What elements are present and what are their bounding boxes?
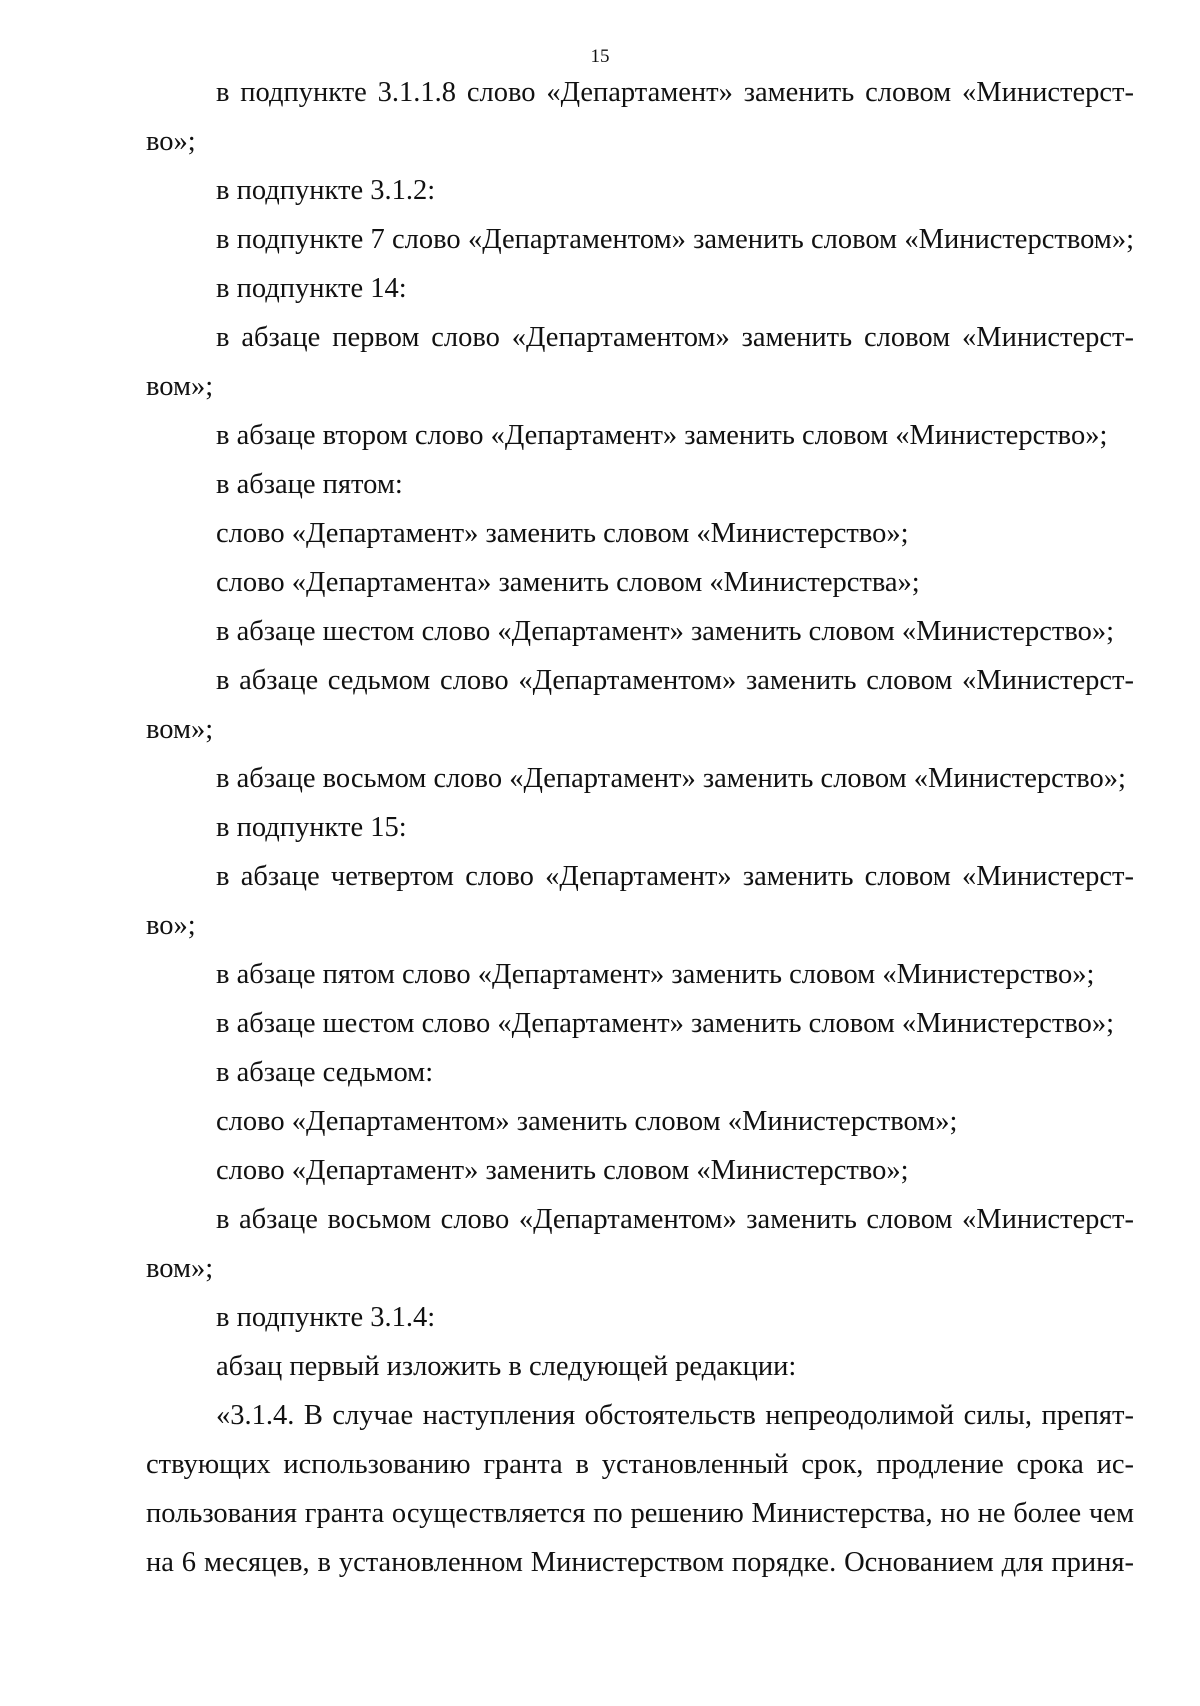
text-line: пользования гранта осуществляется по решению Министерства, но не более чем [146, 1498, 1134, 1529]
text-line: на 6 месяцев, в установленном Министерством порядке. Основанием для приня- [146, 1547, 1134, 1578]
text-line: слово «Департамента» заменить словом «Министерства»; [216, 567, 920, 598]
text-line: абзац первый изложить в следующей редакции: [216, 1351, 797, 1382]
text-line: в абзаце шестом слово «Департамент» заменить словом «Министерство»; [216, 616, 1115, 647]
text-line: в абзаце пятом слово «Департамент» заменить словом «Министерство»; [216, 959, 1095, 990]
text-line: в подпункте 14: [216, 273, 407, 304]
text-line: во»; [146, 910, 196, 941]
text-line: в абзаце пятом: [216, 469, 403, 500]
text-line: слово «Департаментом» заменить словом «Министерством»; [216, 1106, 958, 1137]
text-line: во»; [146, 126, 196, 157]
text-line: ствующих использованию гранта в установленный срок, продление срока ис- [146, 1449, 1134, 1480]
text-line: слово «Департамент» заменить словом «Министерство»; [216, 518, 909, 549]
text-line: вом»; [146, 714, 214, 745]
text-line: в абзаце седьмом: [216, 1057, 434, 1088]
text-line: в подпункте 3.1.1.8 слово «Департамент» заменить словом «Министерст- [216, 77, 1134, 108]
text-line: «3.1.4. В случае наступления обстоятельств непреодолимой силы, препят- [216, 1400, 1134, 1431]
text-line: в подпункте 15: [216, 812, 407, 843]
text-line: в абзаце шестом слово «Департамент» заменить словом «Министерство»; [216, 1008, 1115, 1039]
text-line: в абзаце втором слово «Департамент» заменить словом «Министерство»; [216, 420, 1108, 451]
text-line: в абзаце восьмом слово «Департаментом» заменить словом «Министерст- [216, 1204, 1134, 1235]
text-line: в абзаце четвертом слово «Департамент» заменить словом «Министерст- [216, 861, 1134, 892]
text-line: в абзаце восьмом слово «Департамент» заменить словом «Министерство»; [216, 763, 1126, 794]
text-line: в подпункте 7 слово «Департаментом» заменить словом «Министерством»; [216, 224, 1134, 255]
text-line: слово «Департамент» заменить словом «Министерство»; [216, 1155, 909, 1186]
page-number: 15 [590, 46, 610, 67]
text-line: в абзаце седьмом слово «Департаментом» заменить словом «Министерст- [216, 665, 1134, 696]
text-line: вом»; [146, 1253, 214, 1284]
document-body [146, 68, 1134, 1587]
text-line: в подпункте 3.1.2: [216, 175, 436, 206]
text-line: вом»; [146, 371, 214, 402]
text-line: в подпункте 3.1.4: [216, 1302, 436, 1333]
text-line: в абзаце первом слово «Департаментом» заменить словом «Министерст- [216, 322, 1134, 353]
